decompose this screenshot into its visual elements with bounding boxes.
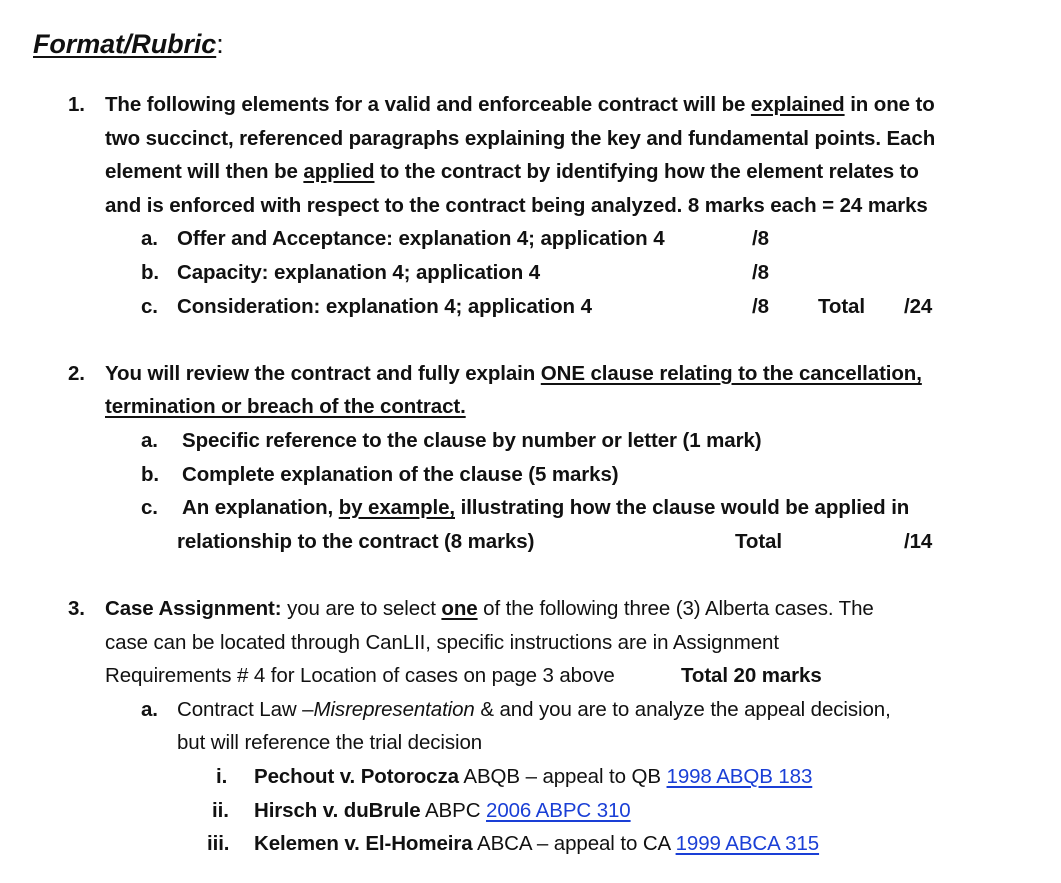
- case-1-name: Pechout v. Potorocza: [254, 765, 459, 788]
- s1-number: 1.: [68, 93, 85, 116]
- case-1-citation-link[interactable]: 1998 ABQB 183: [666, 765, 813, 788]
- s3-one: one: [441, 597, 478, 620]
- s1-explained: explained: [750, 93, 845, 116]
- case-1: [254, 767, 812, 788]
- s3-number: 3.: [68, 597, 85, 620]
- case-2-citation-link[interactable]: 2006 ABPC 310: [486, 799, 631, 822]
- case-2-number: ii.: [212, 799, 229, 822]
- s3-contract-law: Contract Law –: [177, 698, 314, 721]
- s1-item-a-text: Offer and Acceptance: explanation 4; application 4: [177, 227, 665, 250]
- s2-item-a-text: Specific reference to the clause by number or letter (1 mark): [182, 429, 762, 452]
- s2-line2: termination or breach of the contract.: [105, 395, 466, 418]
- s1-line2: two succinct, referenced paragraphs explaining the key and fundamental points. Each: [105, 127, 936, 150]
- case-1-number: i.: [216, 765, 228, 788]
- s3-case-assignment: Case Assignment:: [105, 597, 282, 620]
- s1-item-b-letter: b.: [141, 261, 160, 284]
- s2-item-b-letter: b.: [141, 463, 160, 486]
- s3-line1: [105, 599, 874, 620]
- s2-by-example: by example,: [338, 496, 455, 519]
- s2-item-c-lead: An explanation,: [182, 496, 339, 519]
- rubric-heading: Format/Rubric: [33, 29, 217, 59]
- s2-item-c-letter: c.: [141, 496, 158, 519]
- s2-line1-text: You will review the contract and fully explain: [105, 362, 541, 385]
- s3-item-a-text: [177, 700, 891, 721]
- s3-total: Total 20 marks: [681, 664, 822, 687]
- s3-item-a-end: & and you are to analyze the appeal decision,: [474, 698, 891, 721]
- case-2-name: Hirsch v. duBrule: [254, 799, 421, 822]
- s1-applied: applied: [303, 160, 375, 183]
- s2-number: 2.: [68, 362, 85, 385]
- s1-line4: and is enforced with respect to the contract being analyzed. 8 marks each = 24 marks: [105, 194, 928, 217]
- s3-line1-end: of the following three (3) Alberta cases. The: [477, 597, 874, 620]
- s2-item-c-continued: relationship to the contract (8 marks): [177, 530, 535, 553]
- s2-item-c-end: illustrating how the clause would be applied in: [455, 496, 910, 519]
- s1-item-a-letter: a.: [141, 227, 158, 250]
- s1-line1-end: in one to: [844, 93, 935, 116]
- s2-item-b-text: Complete explanation of the clause (5 marks): [182, 463, 619, 486]
- s1-total-value: /24: [904, 295, 933, 318]
- case-2-detail: ABPC: [420, 799, 487, 822]
- page-title: [33, 31, 224, 58]
- s1-line1: [105, 95, 935, 116]
- s3-line1-text: you are to select: [281, 597, 442, 620]
- s1-total-label: Total: [818, 295, 865, 318]
- case-2: [254, 801, 631, 822]
- s2-line1: [105, 364, 922, 385]
- s3-item-a-letter: a.: [141, 698, 158, 721]
- s1-line3: [105, 162, 919, 183]
- s1-line1-text: The following elements for a valid and enforceable contract will be: [105, 93, 751, 116]
- s1-item-c-mark: /8: [752, 295, 769, 318]
- s1-item-b-text: Capacity: explanation 4; application 4: [177, 261, 541, 284]
- case-3-citation-link[interactable]: 1999 ABCA 315: [675, 832, 820, 855]
- s1-item-c-letter: c.: [141, 295, 158, 318]
- s2-total-label: Total: [735, 530, 782, 553]
- s3-misrepresentation: Misrepresentation: [313, 698, 475, 721]
- s2-item-c-text: [182, 498, 909, 519]
- s1-item-a-mark: /8: [752, 227, 769, 250]
- s2-one-clause: ONE clause relating to the cancellation,: [540, 362, 922, 385]
- s3-line3: Requirements # 4 for Location of cases on page 3 above: [105, 664, 615, 687]
- case-1-detail: ABQB – appeal to QB: [458, 765, 667, 788]
- case-3-number: iii.: [207, 832, 230, 855]
- case-3-name: Kelemen v. El-Homeira: [254, 832, 473, 855]
- case-3: [254, 834, 819, 855]
- heading-colon: :: [216, 29, 224, 59]
- case-3-detail: ABCA – appeal to CA: [472, 832, 676, 855]
- s3-item-a-continued: but will reference the trial decision: [177, 731, 483, 754]
- s2-total-value: /14: [904, 530, 933, 553]
- s1-item-c-text: Consideration: explanation 4; application 4: [177, 295, 592, 318]
- s2-item-a-letter: a.: [141, 429, 158, 452]
- s1-line3-text: element will then be: [105, 160, 304, 183]
- s1-line3-end: to the contract by identifying how the element relates to: [374, 160, 919, 183]
- s1-item-b-mark: /8: [752, 261, 769, 284]
- s3-line2: case can be located through CanLII, specific instructions are in Assignment: [105, 631, 779, 654]
